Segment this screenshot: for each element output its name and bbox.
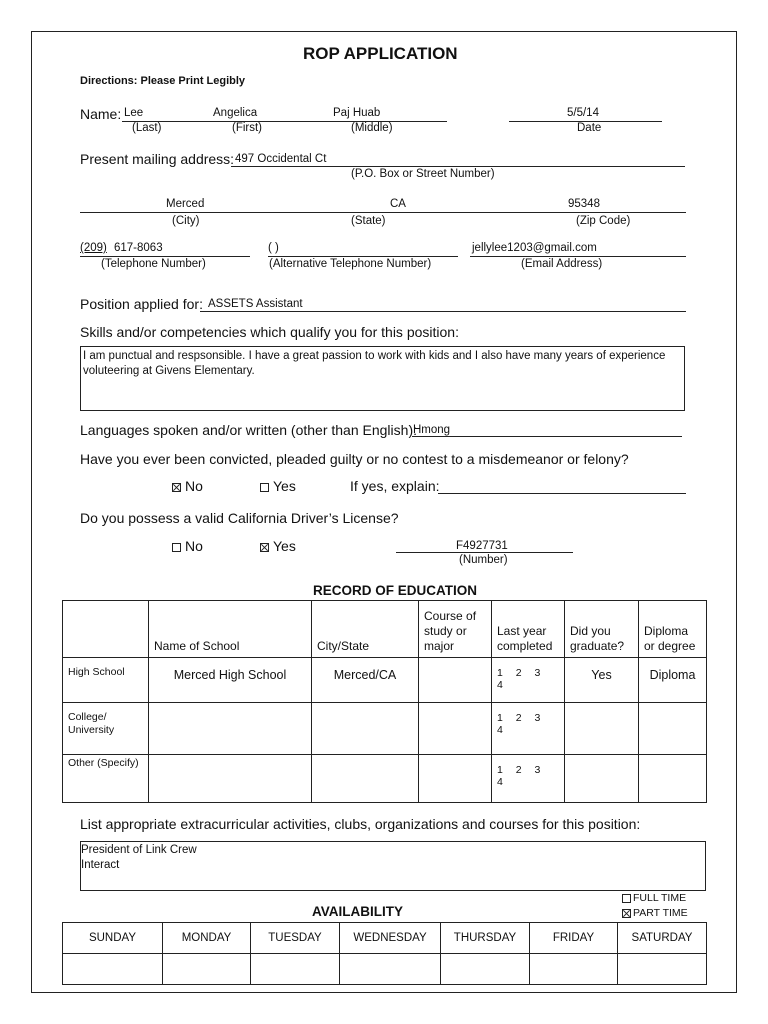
edu-header-years: Last year completed: [492, 601, 565, 658]
zip-field[interactable]: 95348: [568, 198, 600, 210]
edu-city[interactable]: Merced/CA: [312, 658, 419, 703]
license-number-field[interactable]: F4927731: [456, 540, 508, 552]
activities-box[interactable]: [80, 841, 706, 891]
edu-school[interactable]: Merced High School: [149, 658, 312, 703]
caption-email: (Email Address): [521, 258, 603, 270]
conviction-question: Have you ever been convicted, pleaded guilty or no contest to a misdemeanor or felony?: [80, 451, 629, 467]
edu-course[interactable]: [419, 755, 492, 803]
day-monday: MONDAY: [163, 923, 251, 954]
hours-tuesday[interactable]: [251, 954, 340, 985]
part-time-option[interactable]: [622, 907, 688, 919]
part-time-checkbox[interactable]: [622, 909, 631, 918]
full-time-checkbox[interactable]: [622, 894, 631, 903]
city-field[interactable]: Merced: [166, 198, 205, 210]
license-yes-option[interactable]: [260, 538, 296, 554]
hours-sunday[interactable]: [63, 954, 163, 985]
languages-line: [412, 436, 682, 437]
conviction-yes-checkbox[interactable]: [260, 483, 269, 492]
name-label: Name:: [80, 106, 122, 122]
hours-wednesday[interactable]: [340, 954, 441, 985]
full-time-label: FULL TIME: [633, 892, 687, 904]
license-question: Do you possess a valid California Driver’s License?: [80, 510, 399, 526]
full-time-option[interactable]: [622, 892, 686, 904]
directions: Directions: Please Print Legibly: [80, 75, 246, 87]
caption-first: (First): [232, 122, 263, 134]
hours-thursday[interactable]: [441, 954, 530, 985]
edu-header-city: City/State: [312, 601, 419, 658]
availability-heading: AVAILABILITY: [312, 904, 403, 919]
edu-header-level: [63, 601, 149, 658]
license-no-option[interactable]: [172, 538, 203, 554]
edu-graduated[interactable]: Yes: [565, 658, 639, 703]
edu-header-school: Name of School: [149, 601, 312, 658]
skills-text: I am punctual and respsonsible. I have a great passion to work with kids and I also have many years of experience voluteering at Givens Elementary.: [83, 350, 666, 377]
edu-city[interactable]: [312, 703, 419, 755]
phone-field[interactable]: 617-8063: [114, 242, 163, 254]
education-table: [62, 600, 707, 803]
conviction-yes-option[interactable]: [260, 478, 296, 494]
hours-monday[interactable]: [163, 954, 251, 985]
position-field[interactable]: ASSETS Assistant: [208, 298, 303, 310]
edu-header-degree: Diploma or degree: [639, 601, 707, 658]
edu-school[interactable]: [149, 755, 312, 803]
position-label: Position applied for:: [80, 296, 203, 312]
edu-graduated[interactable]: [565, 755, 639, 803]
caption-zip: (Zip Code): [576, 215, 631, 227]
edu-level: High School: [63, 658, 149, 703]
form-title: ROP APPLICATION: [303, 44, 458, 63]
caption-phone: (Telephone Number): [101, 258, 206, 270]
hours-saturday[interactable]: [618, 954, 707, 985]
conviction-yes-label: Yes: [273, 478, 296, 494]
alt-phone-line: [268, 256, 458, 257]
part-time-label: PART TIME: [633, 907, 688, 919]
skills-box[interactable]: [80, 346, 685, 411]
street-field[interactable]: 497 Occidental Ct: [235, 153, 327, 165]
edu-degree[interactable]: [639, 755, 707, 803]
first-name-field[interactable]: Angelica: [213, 107, 258, 119]
edu-city[interactable]: [312, 755, 419, 803]
day-thursday: THURSDAY: [441, 923, 530, 954]
conviction-no-label: No: [185, 478, 203, 494]
table-row: [63, 703, 707, 755]
hours-friday[interactable]: [530, 954, 618, 985]
edu-header-graduated: Did you graduate?: [565, 601, 639, 658]
conviction-no-option[interactable]: [172, 478, 203, 494]
caption-middle: (Middle): [351, 122, 393, 134]
explain-line[interactable]: [438, 493, 686, 494]
activities-line-1: President of Link Crew: [81, 844, 197, 856]
edu-level: Other (Specify): [63, 755, 149, 803]
last-name-field[interactable]: Lee: [124, 107, 144, 119]
phone-line: [80, 256, 250, 257]
edu-years[interactable]: 1 2 3 4: [492, 703, 565, 755]
table-row: [63, 755, 707, 803]
position-line: [200, 311, 686, 312]
edu-course[interactable]: [419, 703, 492, 755]
availability-table: [62, 922, 707, 985]
street-line: [231, 166, 685, 167]
caption-date: Date: [577, 122, 602, 134]
caption-city: (City): [172, 215, 200, 227]
education-heading: RECORD OF EDUCATION: [313, 583, 477, 598]
name-line: [122, 121, 447, 122]
day-friday: FRIDAY: [530, 923, 618, 954]
activities-label: List appropriate extracurricular activities, clubs, organizations and courses for this position:: [80, 816, 641, 832]
caption-alt-phone: (Alternative Telephone Number): [269, 258, 432, 270]
caption-license-number: (Number): [459, 554, 508, 566]
languages-label: Languages spoken and/or written (other than English):: [80, 422, 417, 438]
edu-years[interactable]: 1 2 3 4: [492, 658, 565, 703]
explain-label: If yes, explain:: [350, 478, 440, 494]
edu-degree[interactable]: Diploma: [639, 658, 707, 703]
caption-street: (P.O. Box or Street Number): [351, 168, 495, 180]
edu-degree[interactable]: [639, 703, 707, 755]
date-field[interactable]: 5/5/14: [567, 107, 599, 119]
license-no-label: No: [185, 538, 203, 554]
day-sunday: SUNDAY: [63, 923, 163, 954]
day-wednesday: WEDNESDAY: [340, 923, 441, 954]
edu-graduated[interactable]: [565, 703, 639, 755]
table-row: [63, 658, 707, 703]
skills-label: Skills and/or competencies which qualify you for this position:: [80, 324, 459, 340]
activities-line-2: Interact: [81, 859, 120, 871]
city-state-zip-line: [80, 212, 686, 213]
address-label: Present mailing address:: [80, 151, 235, 167]
edu-header-course: Course of study or major: [419, 601, 492, 658]
day-tuesday: TUESDAY: [251, 923, 340, 954]
edu-level: College/ University: [63, 703, 149, 755]
alt-phone-field[interactable]: ( ): [268, 242, 279, 254]
license-no-checkbox[interactable]: [172, 543, 181, 552]
edu-years[interactable]: 1 2 3 4: [492, 755, 565, 803]
caption-state: (State): [351, 215, 386, 227]
email-field[interactable]: jellylee1203@gmail.com: [472, 242, 597, 254]
conviction-no-checkbox[interactable]: [172, 483, 181, 492]
email-line: [470, 256, 686, 257]
languages-field[interactable]: Hmong: [413, 424, 451, 436]
edu-course[interactable]: [419, 658, 492, 703]
license-number-line: [396, 552, 573, 553]
license-yes-checkbox[interactable]: [260, 543, 269, 552]
edu-school[interactable]: [149, 703, 312, 755]
phone-area-field[interactable]: (209): [80, 242, 107, 254]
caption-last: (Last): [132, 122, 162, 134]
license-yes-label: Yes: [273, 538, 296, 554]
middle-name-field[interactable]: Paj Huab: [333, 107, 381, 119]
day-saturday: SATURDAY: [618, 923, 707, 954]
state-field[interactable]: CA: [390, 198, 406, 210]
